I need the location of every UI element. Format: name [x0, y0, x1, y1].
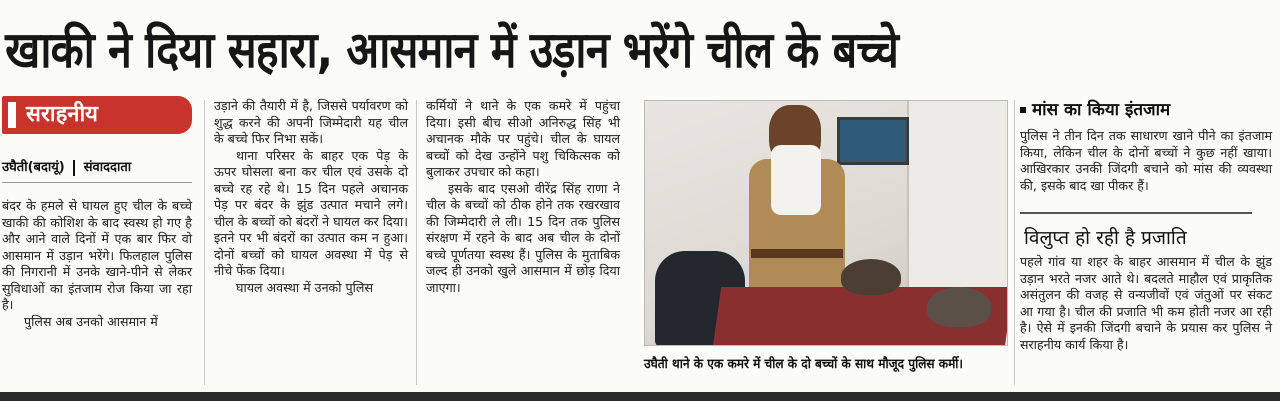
photo-kite-chick-1 [841, 259, 901, 295]
column-1-paragraph-1: बंदर के हमले से घायल हुए चील के बच्चे खाकी की कोशिश के बाद स्वस्थ हो गए है और आने वाले दिनों में एक बार फिर वो आसमान में उड़ान भरेंगे। फिलहाल पुलिस की निगरानी में उनके खाने-पीने से लेकर सुविधाओं का इंतजाम रोज किया जा रहा है। [2, 198, 192, 312]
headline: खाकी ने दिया सहारा, आसमान में उड़ान भरेंगे चील के बच्चे [5, 21, 899, 79]
column-3-paragraph-2: इसके बाद एसओ वीरेंद्र सिंह राणा ने चील के बच्चों को ठीक होने तक रखरखाव की जिम्मेदारी ले ली। 15 दिन तक पुलिस संरक्षण में रहने के बाद अब चील के दोनों बच्चे पूर्णतया स्वस्थ हैं। पुलिस के मुताबिक जल्द ही उनको खुले आसमान में छोड़ दिया जाएगा। [426, 180, 620, 295]
column-2-paragraph-1: उड़ाने की तैयारी में है, जिससे पर्यावरण को शुद्ध करने की अपनी जिम्मेदारी यह चील के बच्चे फिर निभा सकें। [214, 98, 408, 146]
column-3-paragraph-1: कर्मियों ने थाने के एक कमरे में पहुंचा दिया। इसी बीच सीओ अनिरुद्ध सिंह भी अचानक मौके पर पहुंचे। चील के घायल बच्चों को देख उन्होंने पशु चिकित्सक को बुलाकर उपचार को कहा। [426, 98, 620, 179]
sidebar-subheading-1: मांस का किया इंतजाम [1020, 96, 1272, 124]
photo-officer-belt [751, 249, 843, 258]
column-2-paragraph-3: घायल अवस्था में उनको पुलिस [236, 279, 373, 295]
sidebar-rule [1020, 212, 1252, 214]
sidebar-paragraph-2: पहले गांव या शहर के बाहर आसमान में चील के झुंड उड़ान भरते नजर आते थे। बदलते माहौल एवं प्राकृतिक असंतुलन की वजह से वन्यजीवों एवं जंतुओं पर संकट आ गया है। चील की प्रजाति भी कम होती नजर आ रही है। ऐसे में इनकी जिंदगी बचाने के प्रयास कर पुलिस ने सराहनीय कार्य किया है। [1020, 254, 1272, 352]
sidebar-paragraph-1: पुलिस ने तीन दिन तक साधारण खाने पीने का इंतजाम किया, लेकिन चील के दोनों बच्चों ने कुछ नहीं खाया। आखिरकार उनकी जिंदगी बचाने को मांस की व्यवस्था की, इसके बाद खा पीकर हैं। [1020, 128, 1272, 193]
section-tag: सराहनीय [2, 96, 192, 134]
column-1-paragraph-2: पुलिस अब उनको आसमान में [24, 313, 158, 329]
photo-wall-frame [837, 117, 909, 165]
news-photo [644, 100, 1008, 346]
page-bottom-rule [0, 392, 1280, 401]
column-divider [1014, 100, 1015, 385]
column-2-paragraph-2: थाना परिसर के बाहर एक पेड़ के ऊपर घोसला बना कर चील एवं उसके दो बच्चे रह रहे थे। 15 दिन पहले अचानक पेड़ पर बंदर के झुंड उत्पात मचाने लगे। चील के बच्चों को बंदरों ने घायल कर दिया। इतने पर भी बंदरों का उत्पात कम न हुआ। दोनों बच्चों को घायल अवस्था में पेड़ से नीचे फेंक दिया। [214, 147, 408, 278]
byline-separator [73, 160, 75, 176]
column-divider [416, 100, 417, 385]
byline-rule [2, 182, 192, 183]
photo-kite-chick-2 [927, 287, 991, 327]
article-column-1 [2, 198, 192, 388]
article-column-3 [426, 98, 620, 388]
photo-caption: उघैती थाने के एक कमरे में चील के दो बच्चों के साथ मौजूद पुलिस कर्मी। [644, 357, 964, 372]
photo-officer-scarf [771, 145, 821, 215]
byline-place: उघैती(बदायूं) [2, 160, 65, 175]
column-divider [204, 100, 205, 385]
article-column-2 [214, 98, 408, 388]
byline-reporter: संवाददाता [83, 160, 132, 175]
byline [2, 156, 202, 180]
sidebar-subheading-2: विलुप्त हो रही है प्रजाति [1024, 227, 1187, 249]
